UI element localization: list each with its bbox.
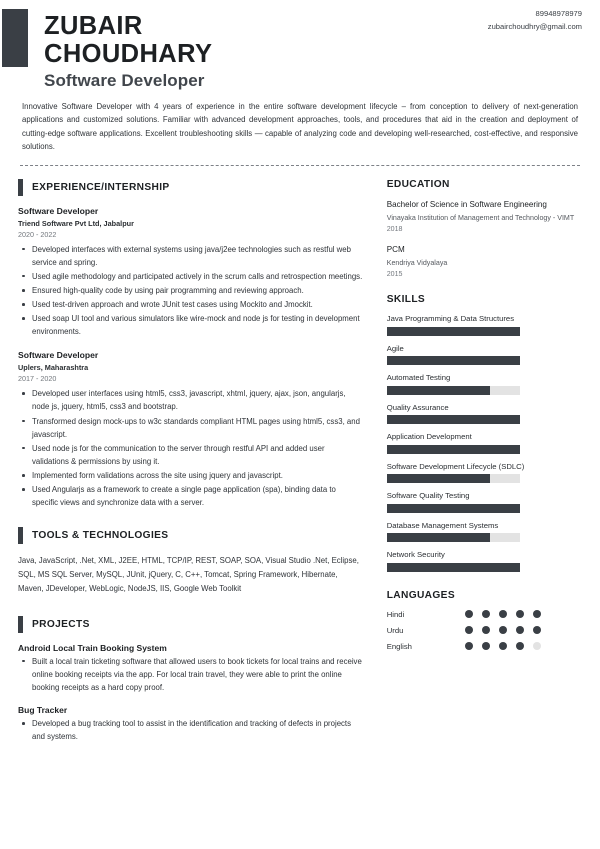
languages-section [387, 590, 582, 651]
job-bullet: Transformed design mock-ups to w3c standards compliant HTML pages using html5, css3, and javascript. [18, 415, 363, 441]
rating-dot-filled [482, 610, 490, 618]
skill-item [387, 521, 582, 543]
project-bullet: Built a local train ticketing software that allowed users to book tickets for local trains and receive online booking receipts via the app. For local train travel, they were able to print the online booking receipts as a hard copy proof. [18, 655, 363, 694]
skill-name: Java Programming & Data Structures [386, 314, 515, 324]
job-company: Uplers, Maharashtra [18, 363, 89, 373]
language-rating [465, 626, 541, 634]
rating-dot-filled [516, 610, 524, 618]
skill-level-track [387, 386, 520, 395]
language-item [387, 626, 582, 635]
section-accent-bar [18, 616, 23, 633]
language-rating [465, 642, 541, 650]
skill-name: Database Management Systems [386, 520, 499, 530]
job-bullet: Used Angularjs as a framework to create a single page application (spa), binding data to specific views and synchronize data with a server. [18, 483, 363, 509]
rating-dot-filled [533, 610, 541, 618]
skill-name: Network Security [386, 550, 445, 560]
resume-body [0, 179, 600, 755]
skill-item [387, 373, 582, 395]
first-name: ZUBAIR [44, 12, 143, 40]
header-job-title: Software Developer [44, 71, 205, 91]
tools-heading-label: TOOLS & TECHNOLOGIES [32, 530, 169, 542]
languages-list [387, 610, 582, 651]
skill-level-fill [387, 415, 520, 424]
rating-dot-filled [465, 610, 473, 618]
rating-dot-filled [465, 626, 473, 634]
experience-section [18, 179, 363, 510]
job-dates: 2020 - 2022 [18, 229, 57, 239]
email-address[interactable]: zubairchoudhry@gmail.com [487, 21, 582, 31]
projects-heading-label: PROJECTS [32, 618, 90, 630]
job-bullet: Used test-driven approach and wrote JUnit test cases using Mockito and Jmockit. [18, 298, 363, 311]
skill-item [387, 462, 582, 484]
skill-level-fill [387, 504, 520, 513]
job-bullet: Implemented form validations across the site using jquery and javascript. [18, 469, 363, 482]
education-degree: Bachelor of Science in Software Engineering [386, 199, 547, 209]
language-item [387, 610, 582, 619]
skill-level-track [387, 356, 520, 365]
resume-header [0, 0, 600, 91]
skill-item [387, 491, 582, 513]
rating-dot-filled [533, 626, 541, 634]
tools-list: Java, JavaScript, .Net, XML, J2EE, HTML, TCP/IP, REST, SOAP, SOA, Visual Studio .Net, Eclipse, SQL, MS SQL Server, MySQL, JUnit, jQuery, C, C++, Tomcat, Spring Framework, Hibernate, Maven, JDeveloper, WebLogic, NodeJS, IIS, Google Web Toolkit [18, 556, 359, 593]
header-divider [20, 165, 580, 166]
project-item [18, 705, 363, 743]
rating-dot-filled [482, 626, 490, 634]
skill-name: Application Development [386, 432, 472, 442]
tools-section [18, 527, 363, 596]
skill-item [387, 344, 582, 366]
education-school: Kendriya Vidyalaya [386, 259, 448, 268]
rating-dot-filled [465, 642, 473, 650]
skill-level-fill [387, 327, 520, 336]
education-item [387, 244, 582, 278]
skill-item [387, 403, 582, 425]
skill-item [387, 550, 582, 572]
job-bullet: Developed user interfaces using html5, css3, javascript, xhtml, jquery, ajax, json, angularjs, node js, jquery, html5, css3 and bootstrap. [18, 387, 363, 413]
project-name: Android Local Train Booking System [18, 642, 167, 653]
skill-item [387, 432, 582, 454]
rating-dot-filled [499, 642, 507, 650]
skill-level-fill [387, 445, 520, 454]
professional-summary: Innovative Software Developer with 4 years of experience in the entire software development lifecycle – from conception to delivery of next-generation applications and customized solutions. Familiar with advanced development approaches, tools, and procedures that aid in the creation and deployment of cutting-edge software applications. Excellent troubleshooting skills — capable of analyzing code and developing well-researched, cost-effective, and responsive solutions. [22, 102, 578, 152]
project-bullets [18, 717, 363, 743]
rating-dot-filled [499, 626, 507, 634]
skill-level-fill [387, 533, 491, 542]
skill-level-fill [387, 356, 520, 365]
project-name: Bug Tracker [18, 705, 68, 716]
skill-level-track [387, 533, 520, 542]
projects-section [18, 616, 363, 743]
job-role: Software Developer [18, 205, 99, 216]
skill-level-fill [387, 474, 491, 483]
job-bullet: Used node js for the communication to the server through restful API and added user validations & permissions by using it. [18, 442, 363, 468]
projects-heading [18, 616, 363, 633]
skill-level-track [387, 504, 520, 513]
job-bullet: Used soap UI tool and various simulators like wire-mock and node js for testing in development environments. [18, 312, 363, 338]
skills-list [387, 314, 582, 572]
rating-dot-filled [482, 642, 490, 650]
skill-level-fill [387, 386, 491, 395]
experience-heading [18, 179, 363, 196]
last-name: CHOUDHARY [44, 39, 213, 68]
section-accent-bar [18, 527, 23, 544]
rating-dot-filled [516, 626, 524, 634]
experience-item [18, 350, 363, 509]
language-name: Urdu [386, 625, 404, 635]
section-accent-bar [18, 179, 23, 196]
skills-heading-label: SKILLS [386, 294, 426, 306]
phone-number[interactable]: 89948978979 [535, 9, 582, 18]
education-section [387, 179, 582, 279]
skill-level-fill [387, 563, 520, 572]
rating-dot-filled [516, 642, 524, 650]
job-bullets [18, 387, 363, 509]
contact-info [488, 8, 582, 33]
header-accent-block [2, 9, 28, 67]
job-bullets [18, 243, 363, 339]
skill-item [387, 314, 582, 336]
skill-level-track [387, 445, 520, 454]
languages-heading-label: LANGUAGES [386, 589, 455, 601]
skill-name: Automated Testing [386, 373, 451, 383]
job-bullet: Used agile methodology and participated actively in the scrum calls and retrospection meetings. [18, 270, 363, 283]
job-dates: 2017 - 2020 [18, 374, 57, 384]
rating-dot-empty [533, 642, 541, 650]
language-name: Hindi [386, 609, 405, 619]
skill-name: Agile [386, 343, 404, 353]
rating-dot-filled [499, 610, 507, 618]
job-company: Triend Software Pvt Ltd, Jabalpur [18, 218, 134, 228]
skill-name: Software Quality Testing [386, 491, 470, 501]
job-bullet: Ensured high-quality code by using pair programming and reviewing approach. [18, 284, 363, 297]
language-rating [465, 610, 541, 618]
education-degree: PCM [386, 245, 405, 255]
project-item [18, 643, 363, 694]
education-school: Vinayaka Institution of Management and Technology - VIMT [386, 213, 575, 222]
skill-level-track [387, 327, 520, 336]
job-bullet: Developed interfaces with external systems using java/j2ee technologies such as restful web service and spring. [18, 243, 363, 269]
job-role: Software Developer [18, 350, 99, 361]
language-item [387, 642, 582, 651]
skill-level-track [387, 563, 520, 572]
skill-name: Quality Assurance [386, 402, 449, 412]
skill-level-track [387, 415, 520, 424]
right-column [379, 179, 582, 755]
education-year: 2015 [386, 270, 403, 279]
left-column [18, 179, 379, 755]
education-heading-label: EDUCATION [386, 178, 450, 190]
skills-section [387, 294, 582, 572]
education-year: 2018 [386, 225, 403, 234]
tools-heading [18, 527, 363, 544]
project-bullet: Developed a bug tracking tool to assist in the identification and tracking of defects in projects and systems. [18, 717, 363, 743]
skill-level-track [387, 474, 520, 483]
skill-name: Software Development Lifecycle (SDLC) [386, 461, 525, 471]
experience-item [18, 206, 363, 339]
education-item [387, 199, 582, 233]
experience-heading-label: EXPERIENCE/INTERNSHIP [32, 181, 170, 193]
language-name: English [386, 641, 412, 651]
project-bullets [18, 655, 363, 694]
